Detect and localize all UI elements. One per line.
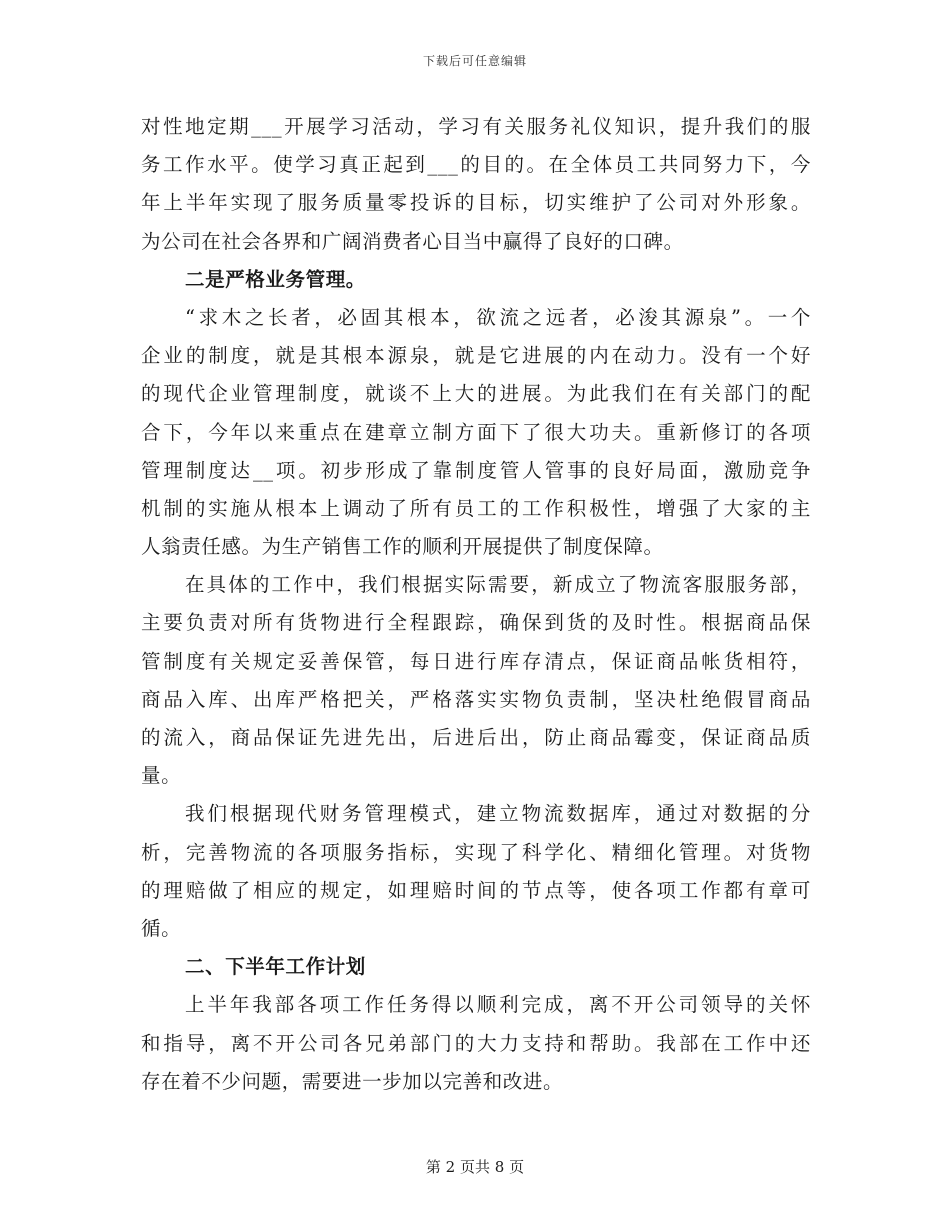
paragraph-line: 管理制度达__项。初步形成了靠制度管人管事的良好局面，激励竞争 [141, 458, 811, 482]
paragraph-line: 年上半年实现了服务质量零投诉的目标，切实维护了公司对外形象。 [141, 191, 811, 215]
paragraph-line: 上半年我部各项工作任务得以顺利完成，离不开公司领导的关怀 [185, 993, 811, 1017]
paragraph-line: 合下，今年以来重点在建章立制方面下了很大功夫。重新修订的各项 [141, 420, 811, 444]
section-heading: 二、下半年工作计划 [185, 955, 366, 979]
paragraph-line: 和指导，离不开公司各兄弟部门的大力支持和帮助。我部在工作中还 [141, 1031, 811, 1055]
paragraph-line: 的现代企业管理制度，就谈不上大的进展。为此我们在有关部门的配 [141, 382, 811, 406]
paragraph-line: 务工作水平。使学习真正起到___的目的。在全体员工共同努力下，今 [141, 153, 811, 177]
section-heading: 二是严格业务管理。 [185, 267, 366, 291]
paragraph-line: 在具体的工作中，我们根据实际需要，新成立了物流客服服务部， [185, 573, 811, 597]
paragraph-line: 析，完善物流的各项服务指标，实现了科学化、精细化管理。对货物 [141, 840, 811, 864]
paragraph-line: 机制的实施从根本上调动了所有员工的工作积极性，增强了大家的主 [141, 496, 811, 520]
paragraph-line: 管制度有关规定妥善保管，每日进行库存清点，保证商品帐货相符， [141, 649, 811, 673]
paragraph-line: 企业的制度，就是其根本源泉，就是它进展的内在动力。没有一个好 [141, 344, 811, 368]
paragraph-line: 的理赔做了相应的规定，如理赔时间的节点等，使各项工作都有章可 [141, 878, 811, 902]
page-header: 下载后可任意编辑 [422, 54, 527, 68]
paragraph-line: 我们根据现代财务管理模式，建立物流数据库，通过对数据的分 [185, 802, 811, 826]
paragraph-line: 主要负责对所有货物进行全程跟踪，确保到货的及时性。根据商品保 [141, 611, 811, 635]
paragraph-line: 商品入库、出库严格把关，严格落实实物负责制，坚决杜绝假冒商品 [141, 687, 811, 711]
document-body [141, 108, 811, 1101]
paragraph-line: 的流入，商品保证先进先出，后进后出，防止商品霉变，保证商品质 [141, 726, 811, 749]
paragraph-line: 对性地定期___开展学习活动，学习有关服务礼仪知识，提升我们的服 [141, 115, 811, 138]
paragraph-line: “求木之长者，必固其根本，欲流之远者，必浚其源泉”。一个 [185, 305, 811, 329]
paragraph-line: 人翁责任感。为生产销售工作的顺利开展提供了制度保障。 [141, 535, 664, 559]
paragraph-line: 为公司在社会各界和广阔消费者心目当中赢得了良好的口碑。 [141, 229, 684, 253]
paragraph-line: 量。 [141, 764, 182, 788]
paragraph-line: 循。 [141, 916, 182, 940]
paragraph-line: 存在着不少问题，需要进一步加以完善和改进。 [141, 1069, 564, 1093]
page-number: 第 2 页共 8 页 [425, 1158, 525, 1176]
